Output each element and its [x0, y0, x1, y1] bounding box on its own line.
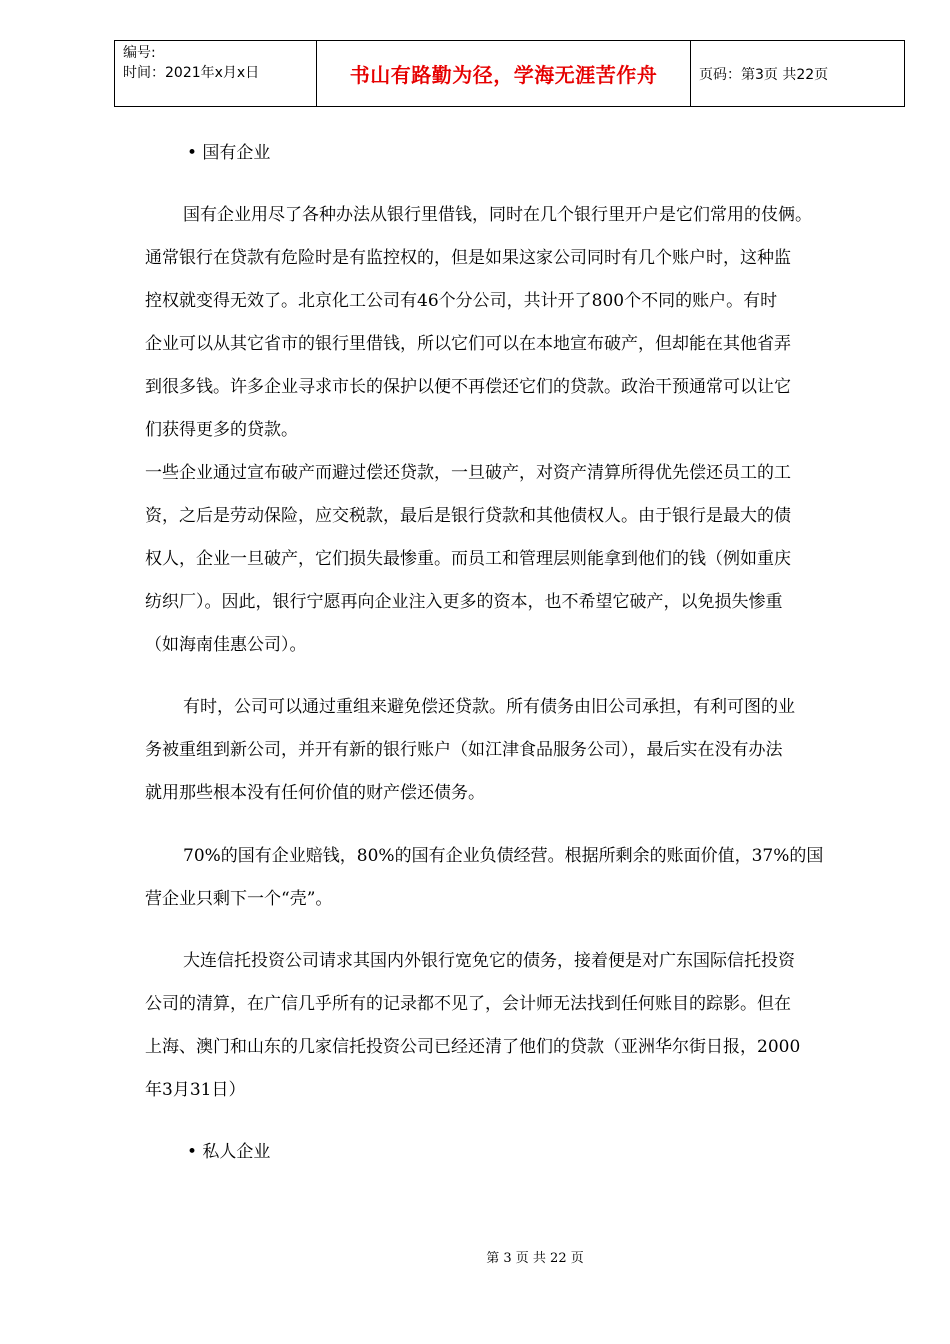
- header-motto: 书山有路勤为径，学海无涯苦作舟: [317, 41, 691, 106]
- section-heading-state-enterprises: • 国有企业: [187, 143, 271, 163]
- header-meta: [115, 41, 317, 106]
- paragraph-line: （如海南佳惠公司）。: [145, 635, 307, 655]
- paragraph-line: 企业可以从其它省市的银行里借钱，所以它们可以在本地宣布破产，但却能在其他省弄: [145, 334, 791, 354]
- paragraph-line: 权人，企业一旦破产，它们损失最惨重。而员工和管理层则能拿到他们的钱（例如重庆: [145, 549, 791, 569]
- paragraph-line: 一些企业通过宣布破产而避过偿还贷款，一旦破产，对资产清算所得优先偿还员工的工: [145, 463, 791, 483]
- header-page-number: 页码：第3页 共22页: [699, 66, 829, 83]
- section-heading-private-enterprises: • 私人企业: [187, 1142, 271, 1162]
- paragraph-line: 上海、澳门和山东的几家信托投资公司已经还清了他们的贷款（亚洲华尔街日报，2000: [145, 1037, 801, 1057]
- paragraph-line: 年3月31日）: [145, 1080, 246, 1100]
- paragraph-line: 就用那些根本没有任何价值的财产偿还债务。: [145, 783, 485, 803]
- header-time: 时间：2021年x月x日: [123, 65, 260, 81]
- page-footer: 第 3 页 共 22 页: [486, 1251, 584, 1266]
- paragraph-line: 纺织厂）。因此，银行宁愿再向企业注入更多的资本，也不希望它破产，以免损失惨重: [145, 592, 783, 612]
- paragraph-line: 到很多钱。许多企业寻求市长的保护以便不再偿还它们的贷款。政治干预通常可以让它: [145, 377, 791, 397]
- paragraph-line: 资，之后是劳动保险，应交税款，最后是银行贷款和其他债权人。由于银行是最大的债: [145, 506, 791, 526]
- paragraph-line: 大连信托投资公司请求其国内外银行宽免它的债务，接着便是对广东国际信托投资: [183, 951, 795, 971]
- paragraph-line: 控权就变得无效了。北京化工公司有46个分公司，共计开了800个不同的账户。有时: [145, 291, 778, 311]
- paragraph-line: 通常银行在贷款有危险时是有监控权的，但是如果这家公司同时有几个账户时，这种监: [145, 248, 791, 268]
- paragraph-line: 务被重组到新公司，并开有新的银行账户（如江津食品服务公司），最后实在没有办法: [145, 740, 783, 760]
- page-header: [114, 40, 905, 107]
- paragraph-line: 们获得更多的贷款。: [145, 420, 298, 440]
- header-number: 编号:: [123, 45, 156, 61]
- paragraph-line: 公司的清算，在广信几乎所有的记录都不见了，会计师无法找到任何账目的踪影。但在: [145, 994, 791, 1014]
- paragraph-line: 有时，公司可以通过重组来避免偿还贷款。所有债务由旧公司承担，有利可图的业: [183, 697, 795, 717]
- paragraph-line: 营企业只剩下一个“壳”。: [145, 889, 333, 909]
- paragraph-line: 国有企业用尽了各种办法从银行里借钱，同时在几个银行里开户是它们常用的伎俩。: [183, 205, 812, 225]
- paragraph-line: 70%的国有企业赔钱，80%的国有企业负债经营。根据所剩余的账面价值，37%的国: [183, 846, 824, 866]
